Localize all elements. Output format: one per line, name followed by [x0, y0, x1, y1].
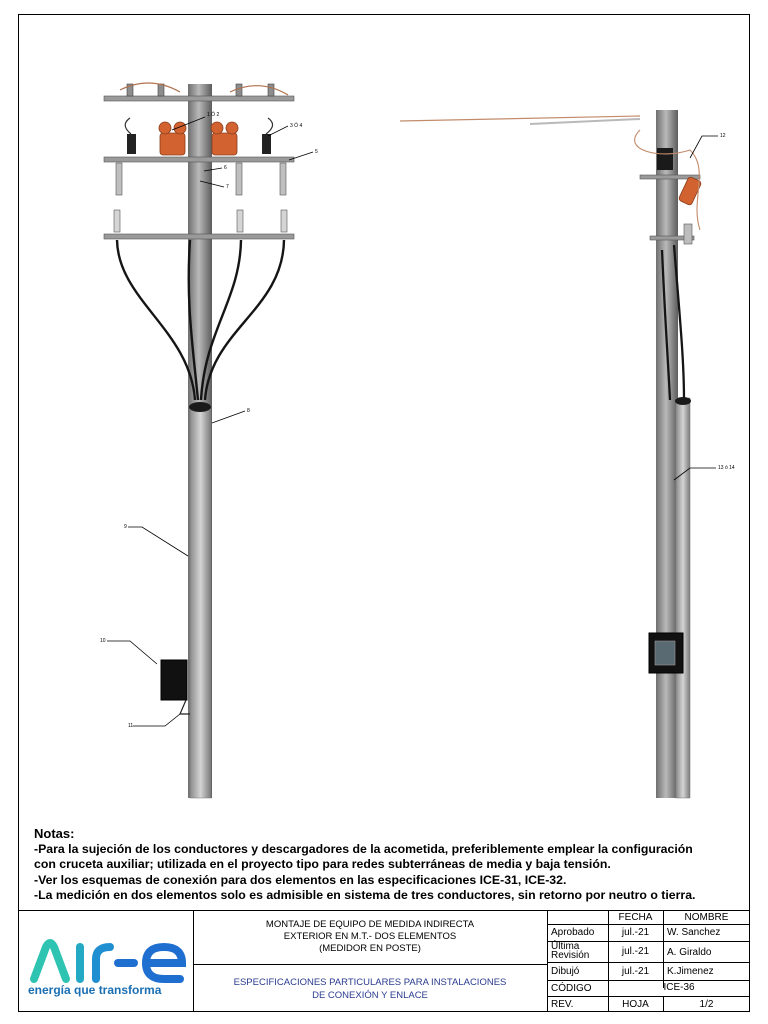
header-fecha: FECHA — [618, 912, 653, 923]
callout-1-2: 1 Ó 2 — [207, 112, 220, 118]
ultima-nombre: A. Giraldo — [667, 947, 712, 958]
dibujo-fecha: jul.-21 — [621, 966, 650, 977]
header-nombre: NOMBRE — [684, 912, 729, 923]
hoja-label: HOJA — [622, 999, 649, 1010]
callout-8: 8 — [247, 408, 250, 414]
notes-block — [34, 826, 734, 904]
aprobado-fecha: jul.-21 — [621, 927, 650, 938]
left-pole-assembly — [104, 83, 294, 798]
left-crossarm-bottom — [104, 234, 294, 239]
spec-line-2: DE CONEXIÓN Y ENLACE — [312, 990, 428, 1001]
callout-7: 7 — [226, 184, 229, 190]
callout-9: 9 — [124, 524, 127, 530]
note-line-3: -Ver los esquemas de conexión para dos elementos en las especificaciones ICE-31, ICE-32. — [34, 872, 567, 887]
callout-10: 10 — [100, 638, 106, 644]
dibujo-label: Dibujó — [551, 966, 580, 977]
left-crossarm-middle — [104, 157, 294, 162]
title-line-3: (MEDIDOR EN POSTE) — [319, 943, 421, 954]
left-conduit — [190, 406, 211, 798]
callout-3-4: 3 Ó 4 — [290, 123, 303, 129]
note-line-2: con cruceta auxiliar; utilizada en el proyecto tipo para redes subterráneas de media y baja tensión. — [34, 857, 611, 872]
ultima-label-2: Revisión — [551, 950, 590, 961]
callout-5: 5 — [315, 149, 318, 155]
spec-line-1: ESPECIFICACIONES PARTICULARES PARA INSTALACIONES — [233, 977, 507, 988]
codigo-value: ICE-36 — [663, 982, 695, 993]
aprobado-label: Aprobado — [551, 927, 595, 938]
title-block — [18, 910, 750, 1012]
right-pole-assembly — [400, 110, 702, 798]
callout-11: 11 — [128, 723, 134, 729]
codigo-label: CÓDIGO — [551, 983, 592, 994]
aprobado-nombre: W. Sanchez — [667, 927, 721, 938]
callout-12: 12 — [720, 133, 726, 139]
callout-6: 6 — [224, 165, 227, 171]
left-crossarm-top — [104, 96, 294, 101]
hoja-value: 1/2 — [699, 999, 714, 1010]
title-line-2: EXTERIOR EN M.T.- DOS ELEMENTOS — [283, 931, 457, 942]
ultima-fecha: jul.-21 — [621, 946, 650, 957]
note-line-1: -Para la sujeción de los conductores y descargadores de la acometida, preferiblemente emplear la configuración — [34, 841, 693, 856]
ultima-label-1: Última — [551, 941, 580, 952]
left-meter-box — [161, 660, 187, 700]
company-logo — [18, 911, 193, 1012]
right-conduit — [676, 398, 690, 798]
notes-title: Notas: — [34, 826, 75, 841]
callout-13-14: 13 ó 14 — [718, 465, 735, 471]
dibujo-nombre: K.Jimenez — [667, 966, 714, 977]
title-line-1: MONTAJE DE EQUIPO DE MEDIDA INDIRECTA — [265, 919, 475, 930]
logo-tagline: energía que transforma — [28, 983, 162, 997]
note-line-4: -La medición en dos elementos solo es admisible en sistema de tres conductores, sin retorno por neutro o tierra. — [34, 888, 696, 903]
rev-label: REV. — [551, 999, 574, 1010]
right-pole — [656, 110, 678, 798]
